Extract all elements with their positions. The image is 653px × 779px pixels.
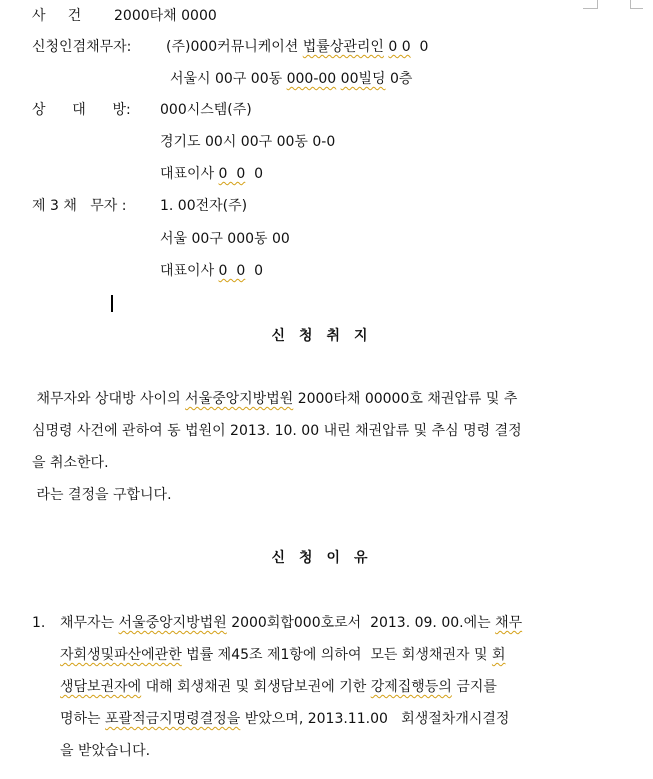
text-cursor: [111, 295, 113, 312]
section-heading-purpose: 신청취지: [271, 328, 382, 344]
purpose-line-4: 라는 결정을 구합니다.: [32, 487, 172, 503]
reason-item-number: 1.: [32, 615, 46, 631]
reason-line-5: 을 받았습니다.: [60, 743, 151, 759]
purpose-line-1: 채무자와 상대방 사이의 서울중앙지방법원 2000타채 00000호 채권압류 및 추: [32, 391, 518, 407]
page-corner-mark-right: [630, 0, 643, 9]
counterparty-address: 경기도 00시 00구 00동 0-0: [160, 134, 336, 150]
counterparty-representative: 대표이사 0 0 0: [160, 166, 264, 182]
case-label: 사 건: [32, 8, 82, 24]
reason-line-1: 채무자는 서울중앙지방법원 2000회합000호로서 2013. 09. 00.에는 채무: [60, 615, 523, 631]
counterparty-label: 상 대 방:: [32, 102, 131, 118]
reason-line-2: 자회생및파산에관한 법률 제45조 제1항에 의하여 모든 회생채권자 및 회: [60, 647, 506, 663]
third-debtor-name: 1. 00전자(주): [160, 198, 248, 214]
purpose-line-2: 심명령 사건에 관하여 동 법원이 2013. 10. 00 내린 채권압류 및 추심 명령 결정: [32, 423, 522, 439]
third-debtor-address: 서울 00구 000동 00: [160, 231, 290, 247]
reason-line-3: 생담보권자에 대해 회생채권 및 회생담보권에 기한 강제집행등의 금지를: [60, 679, 497, 695]
counterparty-name: 000시스템(주): [160, 102, 252, 118]
section-heading-reasons: 신청이유: [271, 550, 382, 566]
purpose-line-3: 을 취소한다.: [32, 455, 109, 471]
case-number: 2000타채 0000: [114, 8, 217, 24]
page-corner-mark-left: [583, 0, 598, 9]
third-debtor-representative: 대표이사 0 0 0: [160, 263, 264, 279]
applicant-address: 서울시 00구 00동 000-00 00빌딩 0층: [170, 71, 413, 87]
reason-line-4: 명하는 포괄적금지명령결정을 받았으며, 2013.11.00 회생절차개시결정: [60, 711, 510, 727]
applicant-label: 신청인겸채무자:: [32, 39, 132, 55]
third-debtor-label: 제 3 채 무자 :: [32, 198, 127, 214]
applicant-name: (주)000커뮤니케이션 법률상관리인 0 0 0: [166, 39, 429, 55]
